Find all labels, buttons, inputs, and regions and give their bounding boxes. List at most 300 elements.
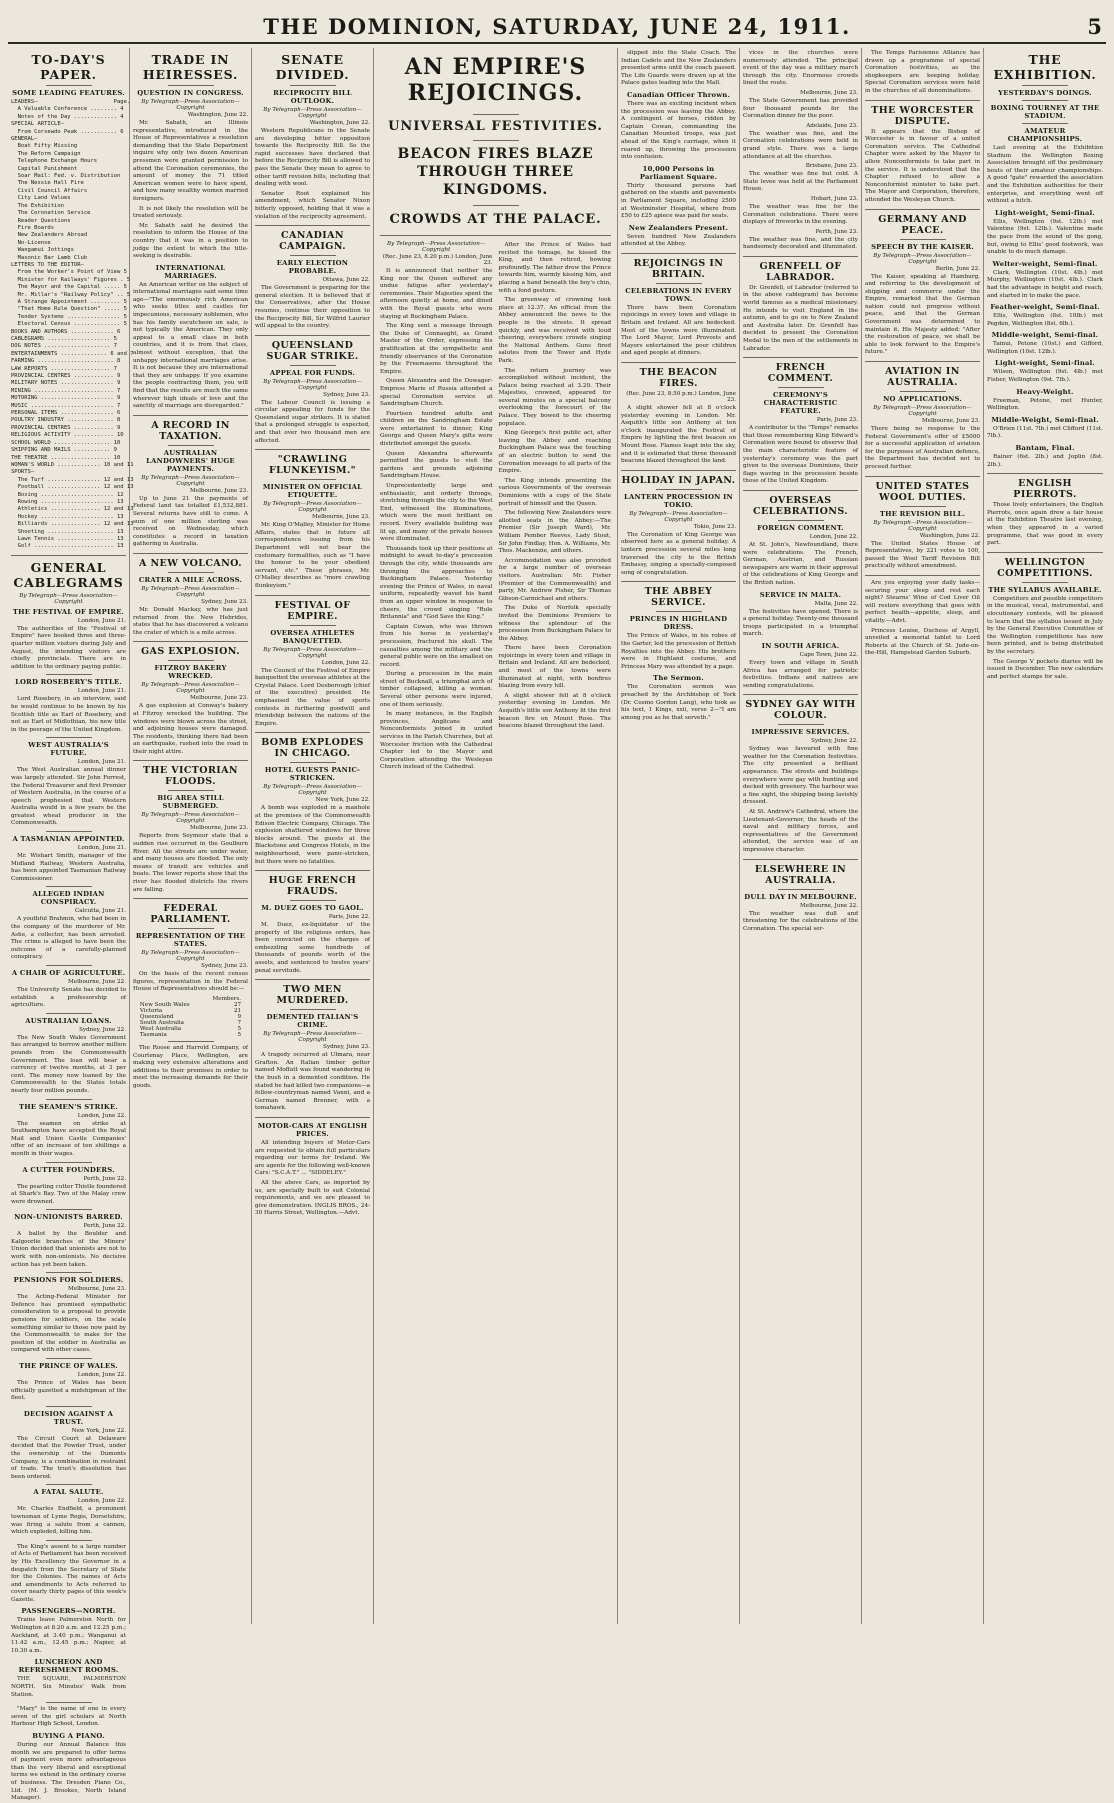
story-text: Western Republicans in the Senate are developing bitter opposition towards the Reciprocity Bill. So the rapid successes have declared that before the Reciprocity Bill is allowed to pass the Senate they mean to agree to other tariff revision bills, including that dealing with wool. (255, 128, 370, 188)
state-members: 27 (233, 1002, 242, 1008)
dateline: Perth, June 22. (83, 1223, 126, 1230)
story-text: The Temps Parisienne Alliance has drawn up a programme of special Coronation festivities, as the shopkeepers are keeping holiday. Special Coronation services were held in the churches of all denominations. (865, 50, 980, 94)
story-heading: LUNCHEON AND REFRESHMENT ROOMS. (18, 1658, 119, 1675)
index-line: Fire Boards (11, 224, 55, 231)
story-subheading: NO APPLICATIONS. (883, 395, 962, 404)
dateline: Sydney, June 23. (323, 391, 370, 398)
index-line: FARMING ....................... 8 (11, 358, 121, 365)
dateline: Washington, June 22. (309, 120, 370, 126)
story-text: A bomb was exploded in a manhole at the premises of the Commonwealth Edison Electric Company, Chicago. The explosion shattered windows for three blocks around. The guests at the Blackstone and Congress Hotels, in the neighbourhood, were panic-stricken, but there were no fatalities. (255, 805, 370, 865)
story-subheading: CEREMONY'S CHARACTERISTIC FEATURE. (763, 391, 838, 416)
story-text: Mr. Wishart Smith, manager of the Midland Railway, Western Australia, has been appointed Tasmanian Railway Commissioner. (11, 853, 126, 882)
story-heading: A TASMANIAN APPOINTED. (12, 835, 125, 844)
index-line: GENERAL— (11, 136, 38, 143)
story-heading: TWO MEN MURDERED. (276, 984, 349, 1007)
column-grid (8, 48, 1106, 1802)
index-line: Golf ........................ 13 (11, 543, 124, 550)
story-text: A gas explosion at Conway's bakery at Fitzroy wrecked the building. The windows were blown across the street, and adjoining houses were damaged. The residents, thinking there had been an earthquake, rushed into the road in their night attire. (133, 703, 248, 755)
story-text: The University Senate has decided to establish a professorship of agriculture. (11, 987, 126, 1009)
lead-column-right (499, 240, 612, 774)
story-subheading: INTERNATIONAL MARRIAGES. (155, 263, 226, 280)
index-line: New Zealanders Abroad (11, 232, 88, 239)
index-line: SPECIAL ARTICLE— (11, 121, 64, 128)
dateline: New York, June 22. (71, 1427, 126, 1434)
index-line: PROVINCIAL CENTRES ............ 9 (11, 424, 121, 431)
story-text: Dr. Grenfell, of Labrador (referred to in the above cablegram) has become world famous as a medical missionary. He intends to visit England in the autumn, and to go on to New Zealand and Australia later. Dr. Grenfell has decided to present the Coronation Medal to the men of the settlements in Labrador. (743, 284, 858, 352)
story-heading: BUYING A PIANO. (32, 1732, 105, 1740)
story-text: The King intends presenting the various Governments of the overseas Dominions with a copy of the State portrait of himself and the Queen. (498, 477, 611, 507)
story-text: There have been Coronation rejoicings in every town and village in Britain and Ireland. All are bedecked. Most of the towns were illuminated. The Lord Mayor, Lord Provosts and Mayors entertained the poor children and aged people at dinners. (621, 304, 736, 357)
story-text: The Government is preparing for the general election. It is believed that if the Conservatives, after the House resumes, continue their opposition to the Reciprocity Bill, Sir Wilfrid Laurier will appeal to the country. (255, 285, 370, 330)
index-line: MOTORING ...................... 9 (11, 395, 121, 402)
byline: By Telegraph—Press Association—Copyright (141, 812, 240, 825)
story-text: The Circuit Court at Delaware decided that the Powder Trust, under the ownership of the Dumonts Company, is a combination in restraint of trade. The trust's dissolution has been ordered. (11, 1435, 126, 1480)
story-text: The weather was fine, and the city handsomely decorated and illuminated. (743, 236, 858, 251)
story-text: Mr. Sabath, an Illinois representative, introduced in the House of Representatives a resolution demanding that the State Department inquire why only two dozen American pressmen were granted permission to attend the Coronation ceremonies, the amount of money the 71 titled American women were to have spent, and how many wealthy women married foreigners. (133, 120, 248, 202)
story-text: King George's first public act, after leaving the Abbey and reaching Buckingham Palace was the touching of an electric button to send the Coronation message to all parts of the Empire. (498, 430, 611, 475)
masthead-title: THE DOMINION, SATURDAY, JUNE 24, 1911. (263, 14, 851, 39)
bout-text: Tainui, Petone (10st.) and Gifford, Wellington (10st. 12lb.). (987, 341, 1103, 355)
story-text: The Council of the Festival of Empire banquetted the overseas athletes at the Crystal Palace. Lord Desborough (chief of the executive) presided. He emphasised the value of sports contests in furthering goodwill and friendship between the nations of the Empire. (255, 667, 370, 727)
story-subheading: QUESTION IN CONGRESS. (137, 89, 244, 97)
story-text: The authorities of the "Festival of Empire" have booked three and three-quarter million visitors during July and August, the intending visitors are chiefly provincials. There are in addition to the ordinary paying public. (11, 625, 126, 670)
story-text: The Kaiser, speaking at Hamburg, and referring to the development of shipping and commerce under the Empire, remarked that the German nation could not progress without peace, and that the German Government was determined to maintain it. His Majesty added: "After the restoration of peace, we shall be able to look forward to the Empire's future." (865, 273, 980, 356)
story-heading: FESTIVAL OF EMPIRE. (274, 599, 351, 622)
story-subheading: THE SYLLABUS AVAILABLE. (988, 585, 1102, 594)
index-line: DOG NOTES .................... 7 (11, 343, 117, 350)
story-text: The Prince of Wales has been officially gazetted a midshipman of the fleet. (11, 1380, 126, 1402)
story-text: After the Prince of Wales had recited the homage, he kissed the King, and then retired, bowing profoundly. The father drew the Prince towards him, warmly kissing him, and placing a hand beneath the boy's chin, with a fond gesture. (498, 242, 611, 294)
index-line: THE THEATRE .................. 10 (11, 454, 121, 461)
index-line: Minister for Railways' Figures . 5 (11, 276, 131, 283)
index-line: LAW REPORTS .................. 7 (11, 365, 117, 372)
story-text: The weather was fine for the Coronation celebrations. There were displays of fireworks in the evening. (743, 203, 858, 226)
story-text: Every town and village in South Africa has arranged for patriotic festivities. Indians and natives are sending congratulations. (743, 659, 858, 689)
index-line: Capital Punishment (11, 165, 78, 172)
story-text: The pearling cutter Thistle foundered at Shark's Bay. Two of the Malay crew were drowned. (11, 1183, 126, 1205)
story-heading: PENSIONS FOR SOLDIERS. (13, 1276, 124, 1285)
story-text: Competitors and possible competitors in the musical, vocal, instrumental, and elocutionary contests, will be pleased to learn that the syllabus issued in July by the General Executive Committee of the Wellington competitions has now been printed, and is being distributed by the secretary. (987, 595, 1103, 655)
story-heading: A RECORD IN TAXATION. (151, 419, 230, 442)
story-subheading: M. DUEZ GOES TO GAOL. (261, 904, 364, 913)
story-heading: CANADIAN CAMPAIGN. (279, 230, 346, 253)
dateline: Melbourne, June 23. (312, 514, 370, 521)
story-text: Mr. Sabath said he desired the resolution to inform the House of the country that it was in a position to judge the extent to which the title-seeking is desirable. (133, 222, 248, 260)
story-heading: PASSENGERS—NORTH. (21, 1607, 116, 1616)
index-line: SHIPPING AND MAILS ........... 9 (11, 447, 117, 454)
story-subheading: IN SOUTH AFRICA. (761, 641, 840, 650)
dateline: Cape Town, June 22. (799, 651, 858, 658)
story-text: Reports from Seymour state that a sudden rise occurred in the Goulburn River. All the streets are under water, and many houses are flooded. The only means of transit are vehicles and boats. The lower reports show that the river has flooded districts the rivers are falling. (133, 833, 248, 893)
byline: By Telegraph—Press Association—Copyright (873, 405, 972, 418)
story-heading: THE SEAMEN'S STRIKE. (19, 1102, 118, 1111)
state-name: Queensland (139, 1014, 174, 1020)
dateline: Melbourne, June 23. (68, 1286, 126, 1293)
dateline: Melbourne, June 23. (190, 825, 248, 832)
dateline: Perth, June 23. (815, 228, 858, 235)
byline: By Telegraph—Press Association—Copyright (263, 1031, 362, 1044)
index-line: No-License (11, 239, 51, 246)
story-text: Fourteen hundred adults and children on the Sandringham Estate were entertained to dinner, King George and Queen Mary's gifts were distributed amongst the guests. (380, 410, 493, 448)
story-text: Unprecedentedly large and enthusiastic, and orderly throngs, stretching through the city to the West End, witnessed the illuminations, which were the most brilliant on record. Every available building was lit up, and many of the private houses were illuminated. (380, 483, 493, 543)
state-name: Tasmania (139, 1032, 167, 1038)
bout-text: Rainer (6st. 2lb.) and Joplin (8st. 2lb.). (987, 454, 1103, 468)
story-text: A youthful Brahmin, who had been in the company of the murderer of Mr. Ashe, a collector, has been arrested. The crime is alleged to have been the outcome of a carefully-planned conspiracy. (11, 916, 126, 961)
bout-text: Wilson, Wellington (9st. 4lb.) met Fisher, Wellington (9st. 7lb.). (987, 369, 1103, 384)
story-text: The weather was dull and threatening for the celebrations of the Coronation. The special ser- (743, 910, 858, 932)
lead-headline: AN EMPIRE'S REJOICINGS. (404, 54, 587, 106)
index-line: SCHOOL WORLD ................. 10 (11, 439, 121, 446)
bout-text: Clark, Wellington (10st. 4lb.) met Murphy, Wellington (10st. 4lb.). Clark had the advantage in height and reach, and started in to make the pace. (987, 269, 1103, 299)
index-line: From Corsewdo Peak ........... 6 (11, 128, 124, 135)
dateline: Sydney, June 22. (79, 1026, 126, 1033)
story-heading: ELSEWHERE IN AUSTRALIA. (754, 863, 847, 886)
column-9 (984, 48, 1106, 1624)
ad-text: Are you enjoying your daily tasks—securing your sleep and rest each night? Stearns' Wine of Cod Liver Oil will restore everything that goes with perfect health—appetite, sleep, and vitality.—Advt. (865, 579, 980, 624)
byline: By Telegraph—Press Association—Copyright (141, 585, 240, 598)
state-name: New South Wales (139, 1002, 190, 1008)
column-7 (740, 48, 862, 1624)
story-text: A ballot by the Boulder and Kalgoorlie branches of the Miners' Union decided that unionists are not to work with non-unionists. No decisive action has yet been taken. (11, 1231, 126, 1268)
dateline: London, June 22. (809, 533, 858, 540)
dateline: Melbourne, June 23. (190, 487, 248, 494)
index-line: Wangamui Jottings (11, 247, 74, 254)
story-heading: THE EXHIBITION. (993, 52, 1097, 82)
story-heading: SYDNEY GAY WITH COLOUR. (745, 699, 856, 722)
index-line: The Turf ................ 12 and 13 (11, 476, 134, 483)
story-text: There being no response to the Federal Government's offer of £5000 for a successful application of aviation for the purposes of Australian defence, the Department has decided not to proceed further. (865, 426, 980, 470)
dateline: Paris, June 23. (816, 417, 858, 424)
story-subheading: New Zealanders Present. (628, 223, 729, 232)
bout-text: O'Brien (11st. 7lb.) met Clifford (11st. 7lb.). (987, 425, 1103, 440)
index-line: "That Home Rule Question" ..... 5 (11, 306, 127, 313)
story-text: The United States House of Representatives, by 221 votes to 100, passed the Wool Tariff Revision Bill practically without amendment. (865, 540, 980, 570)
story-text: The Coronation of King George was observed here as a general holiday. A lantern procession several miles long traversed the city to the British Embassy, singing a specially-composed song of congratulation. (621, 531, 736, 576)
bout-text: Ellis, Wellington (8st. 10lb.) met Pegden, Wellington (8st. 6lb.). (987, 313, 1103, 327)
page-number: 5 (1087, 14, 1102, 39)
index-line: CABLEGRAMS ................... 5 (11, 336, 117, 342)
story-heading: WELLINGTON COMPETITIONS. (997, 556, 1093, 579)
story-text: It appears that the Bishop of Worcester is in favour of a united Coronation service. The Cathedral Chapter were asked by the Mayor to allow Nonconformists to take part in the service. It is understood that the Chapter refused to allow a Nonconformist minister to take part. The Mayor and Corporation, therefore, attended the Wesleyan Church. (865, 128, 980, 203)
byline: By Telegraph—Press Association—Copyright (141, 474, 240, 487)
table-row (140, 1032, 241, 1038)
story-text: The seamen on strike at Southampton have accepted the Royal Mail and Union Castle Companies' offer of an increase of ten shillings a month in their wages. (11, 1120, 126, 1157)
story-subheading: SPEECH BY THE KAISER. (871, 242, 974, 251)
story-heading: GAS EXPLOSION. (141, 646, 240, 658)
story-subheading: EARLY ELECTION PROBABLE. (276, 259, 349, 276)
story-heading: HUGE FRENCH FRAUDS. (268, 875, 357, 898)
index-line: Billiards ............... 12 and 13 (11, 521, 134, 528)
story-subheading: BOXING TOURNEY AT THE STADIUM. (990, 104, 1100, 120)
bout-heading: Feather-weight, Semi-final. (990, 303, 1100, 312)
story-subheading: FITZROY BAKERY WRECKED. (154, 664, 227, 681)
story-text: The King sent a message through the Duke of Connaught, as Grand Master of the Order, expressing his gratification at the sympathetic and friendly observance of the Coronation by the Freemasons throughout the Empire. (380, 323, 493, 375)
index-line: Football ................ 12 and 13 (11, 484, 134, 491)
story-subheading: SERVICE IN MALTA. (759, 590, 842, 599)
story-subheading: MINISTER ON OFFICIAL ETIQUETTE. (262, 483, 363, 500)
story-text: The Labour Council is issuing a circular appealing for funds for the Queensland sugar strikers. It is stated that a prolonged struggle is expected, and that over two thousand men are affected. (255, 399, 370, 444)
story-text: The weather was fine, and the Coronation celebrations were held in grand style. There was a large attendance at all the churches. (743, 130, 858, 160)
story-subheading: BIG AREA STILL SUBMERGED. (157, 794, 224, 811)
story-text: Mr. Charles Endfield, a prominent townsman of Lyme Regis, Dorsetshire, was firing a salute from a cannon, which exploded, killing him. (11, 1506, 126, 1536)
story-heading: A FATAL SALUTE. (33, 1488, 104, 1497)
story-text: Accommodation was also provided for a large number of overseas visitors. Australian: Mr. Fisher (Premier of the Commonwealth) and party, Mr. Andrew Fisher, Sir Thomas Gibson-Carmichael and others. (498, 557, 611, 602)
byline: By Telegraph—Press Association—Copyright (387, 241, 486, 253)
column-8 (862, 48, 984, 1624)
story-subheading: YESTERDAY'S DOINGS. (998, 89, 1092, 97)
index-line: The Coronation Service (11, 210, 91, 217)
story-subheading: AMATEUR CHAMPIONSHIPS. (1007, 127, 1083, 143)
story-text: The George V pockets diaries will be issued in December. The new calendars and perfect stamps for sale. (987, 658, 1103, 680)
bout-heading: Welter-weight, Semi-final. (992, 259, 1098, 268)
index-line: LETTERS TO THE EDITOR— (11, 261, 84, 268)
story-text: On the basis of the recent census figures, representation in the Federal House of Representatives should be:— (133, 971, 248, 993)
story-heading: THE PRINCE OF WALES. (19, 1362, 118, 1370)
story-text: The New South Wales Government has arranged to borrow another million pounds from the Commonwealth Government. The loan will bear a currency of twelve months, at 3 per cent. The money now loaned by the Commonwealth to the States totals nearly four million pounds. (11, 1034, 126, 1094)
index-line: PERSONAL ITEMS ................ 6 (11, 410, 121, 417)
story-text: Princess Louise, Duchess of Argyll, unveiled a memorial tablet to Lord Roberts at the Church of St. Jude-on-the-Hill, Hampstead Garden Suburb. (865, 627, 980, 657)
story-heading: BOMB EXPLODES IN CHICAGO. (261, 737, 364, 760)
byline: By Telegraph—Press Association—Copyright (263, 378, 362, 391)
index-line: Reader Questions (11, 217, 71, 224)
dateline: London, June 22. (77, 1112, 126, 1119)
story-heading: THE BEACON FIRES. (639, 367, 718, 390)
story-subheading: RECIPROCITY BILL OUTLOOK. (273, 89, 352, 105)
dateline: Malta, June 22. (814, 600, 858, 607)
story-text: A tragedy occurred at Ulmara, near Grafton. An Italian timber getter named Moffatt was found wandering in the bush in a demented condition. He stated he had killed two companions—a fellow-countryman named Vanni, and a German named Brenner, with a tomahawk. (255, 1052, 370, 1112)
story-heading: FEDERAL PARLIAMENT. (150, 903, 231, 926)
index-line: The Exhibition (11, 202, 64, 209)
story-text: The Duke of Norfolk specially invited the Dominions Premiers to witness the splendour of the procession from Buckingham Palace to the Abbey. (498, 605, 611, 642)
story-text: A slight shower fell at 8 o'clock yesterday evening in London. Mr. Asquith's little son Anthony lit the first beacon fire on Mount Rose. The beacons blazed throughout the land. (498, 692, 611, 730)
story-text: The State Government has provided four thousand pounds for the Coronation dinner for the poor. (743, 97, 858, 120)
dateline: Brisbane, June 23. (805, 163, 858, 170)
bout-text: Ellis, Wellington (9st. 12lb.) met Valentine (9st. 12lb.). Valentine made the pace from the sound of the gong, but, owing to Ellis' good footwork, was unable to do much damage. (987, 218, 1103, 256)
story-text: The weather was fine but cold. A State levee was held at the Parliament House. (743, 171, 858, 193)
index-line: Soar Mail: Fed. v. Distribution (11, 173, 121, 180)
leading-features-heading: SOME LEADING FEATURES. (12, 89, 125, 97)
story-heading: ALLEGED INDIAN CONSPIRACY. (32, 890, 105, 907)
story-text: The Acting-Federal Minister for Defence has promised sympathetic consideration to a proposal to provide pensions for soldiers, on the scale something similar to those now paid by the Commonwealth to make for the position of the soldier in Australia as compared with other cases. (11, 1294, 126, 1354)
story-text: Lord Rosebery, in an interview, said he would continue to be known by his Scottish title as Earl of Rosebery, and not as Earl of Midlothian, his new title in the peerage of the United Kingdom. (11, 696, 126, 733)
index-line: The Reform Campaign (11, 150, 81, 157)
index-line: PROVINCIAL CENTRES ............ 9 (11, 373, 121, 380)
story-heading: A NEW VOLCANO. (139, 557, 242, 569)
dateline: Paris, June 22. (328, 914, 370, 921)
story-subheading: LANTERN PROCESSION IN TOKIO. (624, 492, 733, 509)
index-line: City Land Values (11, 195, 71, 202)
bout-heading: Middle-weight, Semi-final. (991, 331, 1099, 340)
state-members: 5 (237, 1026, 242, 1032)
bout-text: Freeman, Petone, met Hunter, Wellington. (987, 397, 1103, 412)
story-text: Captain Cowan, who was thrown from his horse in yesterday's procession, fractured his skull. The casualties among the military and the general public were on the smallest on record. (380, 623, 493, 668)
story-text: The festivities have opened. There is a general holiday. Twenty-one thousand troops participated in a triumphal march. (743, 608, 858, 638)
index-line: Rowing ...................... 13 (11, 498, 124, 505)
story-text: The return journey was accomplished without incident, the Palace being reached at 3.20. Their Majesties, crowned, appeared for several minutes on a special balcony overlooking the forecourt of the Palace. They bowed to the cheering populace. (498, 367, 611, 427)
byline: By Telegraph—Press Association—Copyright (263, 784, 362, 797)
story-text: Thirty thousand persons had gathered on the stands and pavements in Parliament Square, including 2500 at Westminster Hospital, where from £50 to £25 apiece was paid for seats. (621, 182, 736, 220)
story-subheading: HOTEL GUESTS PANIC-STRICKEN. (264, 766, 361, 783)
story-text: During our Annual Balance this month we are prepared to offer terms of payment even more advantageous than the very liberal and exceptional terms we extend in the ordinary course of business. The Dresden Piano Co., Ltd. (M. J. Brookes, North Island Manager). (11, 1742, 126, 1802)
dateline: London, June 22. (321, 659, 370, 666)
story-heading: FRENCH COMMENT. (767, 362, 834, 385)
byline: By Telegraph—Press Association—Copyright (263, 107, 362, 119)
dateline: Sydney, June 22. (811, 738, 858, 745)
index-line: Masonic Bar Lamb Club (11, 254, 88, 261)
index-line: Boxing ...................... 12 (11, 491, 124, 498)
byline: By Telegraph—Press Association—Copyright (141, 99, 240, 111)
column-2 (130, 48, 252, 1624)
lead-subheading: BEACON FIRES BLAZE THROUGH THREE KINGDOMS. (397, 146, 594, 198)
index-line: A Valuable Conference ........ 4 (11, 106, 124, 113)
lead-story (374, 48, 618, 1624)
dateline: Melbourne, June 23. (800, 89, 858, 96)
dateline: Washington, June 22. (187, 112, 248, 118)
state-name: Victoria (139, 1008, 163, 1014)
byline: By Telegraph—Press Association—Copyright (629, 510, 728, 523)
dateline: Calcutta, June 21. (75, 908, 126, 915)
story-text: THE SQUARE, PALMERSTON NORTH. Six Minutes' Walk from Station. (11, 1676, 126, 1698)
story-heading: THE FESTIVAL OF EMPIRE. (12, 607, 125, 616)
story-subheading: PRINCES IN HIGHLAND DRESS. (629, 615, 728, 632)
story-text: At St. John's, Newfoundland, there were celebrations. The French, German, Austrian, and Russian newspapers are warm in their approval of the celebrations of King George and the British nation. (743, 541, 858, 586)
story-heading: SENATE DIVIDED. (275, 52, 350, 82)
index-line: LEADERS— Page. (11, 99, 131, 105)
dateline: London, June 21. (77, 688, 126, 695)
index-line: Electoral Census .............. 5 (11, 321, 127, 328)
index-line: Lawn Tennis ................. 13 (11, 535, 124, 542)
story-heading: OVERSEAS CELEBRATIONS. (753, 494, 848, 517)
column-6 (618, 48, 740, 1624)
index-line: Telephone Exchange Hours (11, 158, 98, 165)
dateline: London, June 21. (77, 845, 126, 852)
story-subheading: FOREIGN COMMENT. (757, 523, 844, 532)
index-line: Notes of the Day ............. 4 (11, 113, 124, 120)
story-text: Seven hundred New Zealanders attended at the Abbey. (621, 233, 736, 248)
dateline: London, June 21. (77, 759, 126, 766)
story-text: In many instances, in the English provinces, Anglicans and Nonconformists joined in united services in the Parish Churches, but at Worcester friction with the Cathedral Chapter led to the Mayor and Corporation attending the Wesleyan Church instead of the Cathedral. (380, 711, 493, 771)
story-text: The following New Zealanders were allotted seats in the Abbey:—The Premier (Sir Joseph Ward), Mr. William Pember Reeves, Lady Stout, Sir John Findlay, Hon. A. Williams, Mr. Thos. Mackenzie, and others. (498, 510, 611, 555)
story-subheading: CRATER A MILE ACROSS. (138, 575, 243, 584)
dateline: Hobart, June 23. (810, 195, 858, 202)
bout-heading: Light-weight, Semi-final. (995, 359, 1095, 368)
index-line: BOOKS AND AUTHORS ............. 6 (11, 328, 121, 335)
story-heading: A CHAIR OF AGRICULTURE. (11, 969, 126, 977)
story-text: The Coronation sermon was preached by the Archbishop of York (Dr. Cosmo Gordon Lang), who took as his text, 1 Kings, xxii, verse 2—"I am among you as he that serveth." (621, 684, 736, 721)
byline: By Telegraph—Press Association—Copyright (263, 646, 362, 659)
byline: By Telegraph—Press Association—Copyright (141, 682, 240, 695)
story-text: It is not likely the resolution will be treated seriously. (133, 205, 248, 220)
index-line: MINING ........................ 7 (11, 387, 121, 394)
story-heading: THE VICTORIAN FLOODS. (143, 765, 238, 788)
index-line: RELIGIOUS ACTIVITY ............ 10 (11, 432, 124, 439)
story-heading: AVIATION IN AUSTRALIA. (885, 366, 960, 389)
state-name: West Australia (139, 1026, 182, 1032)
story-text: A slight shower fell at 8 o'clock yesterday evening in London. Mr. Asquith's little son Anthony at ten o'clock inaugurated the Festival of Empire by lighting the first beacon on Mount Rose. Flames leapt into the sky, and it is estimated that three thousand beacons blazed throughout the land. (621, 405, 736, 465)
story-subheading: 10,000 Persons in Parliament Square. (639, 164, 718, 181)
story-text: Queen Alexandra and the Dowager-Empress Marie of Russia attended a special Coronation service at Sandringham Church. (380, 378, 493, 408)
story-heading: TRADE IN HEIRESSES. (142, 52, 239, 82)
ad-text: All the above Cars, as imported by us, are specially built to suit Colonial requirements, and we are pleased to give demonstration. INGLIS BROS., 24-30 Harris Street, Wellington.—Advt. (255, 1179, 370, 1217)
story-text: Senator Root explained his amendment, which Senator Nixon bitterly opposed, holding that it was a violation of the reciprocity agreement. (255, 190, 370, 220)
story-subheading: APPEAL FOR FUNDS. (269, 368, 356, 377)
dateline: Melbourne, June 22. (800, 902, 858, 909)
story-heading: DECISION AGAINST A TRUST. (23, 1409, 114, 1426)
story-subheading: AUSTRALIAN LANDOWNERS' HUGE PAYMENTS. (146, 448, 235, 473)
story-subheading: CELEBRATIONS IN EVERY TOWN. (625, 286, 732, 303)
story-text: The greenway of crowning took place at 12.37. An official from the Abbey announced the news to the people in the streets. It spread quickly, and was received with loud cheering, everywhere crowds singing the National Anthem. Guns fired salutes from the Tower and Hyde Park. (498, 297, 611, 364)
story-text: There have been Coronation rejoicings in every town and village in Britain and Ireland. All are bedecked, and most of the towns were illuminated at night, with bonfires blazing from every hill. (498, 645, 611, 690)
index-list (11, 99, 134, 551)
story-text: It is announced that neither the King nor the Queen suffered any undue fatigue after yesterday's ceremonies. Their Majesties spent the afternoon quietly at home, and dined with the Royal guests who were staying at Buckingham Palace. (380, 268, 493, 320)
dateline: London, June 22. (77, 1498, 126, 1505)
byline: By Telegraph—Press Association—Copyright (263, 501, 362, 514)
story-heading: NON-UNIONISTS BARRED. (14, 1213, 123, 1222)
ad-text: All intending buyers of Motor-Cars are requested to obtain full particulars regarding our terms for Ireland. We are agents for the following well-known Cars: "S.C.A.T." ... "SIDDELEY." (255, 1140, 370, 1177)
column-3 (252, 48, 374, 1624)
story-subheading: DEMENTED ITALIAN'S CRIME. (266, 1013, 359, 1030)
column-1 (8, 48, 134, 1802)
story-heading: THE WORCESTER DISPUTE. (871, 104, 974, 127)
index-line: SPORTS— (11, 469, 35, 476)
story-text: There was an exciting incident when the procession was leaving the Abbey. A contingent of horses, ridden by Captain Cowan, commanding the Canadian Mounted troops, was just ahead of the King's carriage, when it reared up, throwing the procession into confusion. (621, 100, 736, 161)
index-line: The Mayor and the Capital ..... 5 (11, 284, 127, 291)
index-line: A Strange Appointment ......... 5 (11, 298, 127, 305)
dateline: Sydney, June 23. (323, 1044, 370, 1051)
dateline: Tokio, June 23. (693, 523, 736, 530)
byline: By Telegraph—Press Association—Copyright (141, 950, 240, 963)
story-heading: UNITED STATES WOOL DUTIES. (875, 480, 970, 503)
byline: By Telegraph—Press Association—Copyright (873, 519, 972, 532)
story-text: Up to June 21 the payments of Federal land tax totalled £1,532,881. Several returns have still to come. A sum of one million sterling was received on Wednesday, which constitutes a record in taxation gathering in Australia. (133, 495, 248, 548)
index-line: POULTRY INDUSTRY .............. 8 (11, 417, 121, 424)
index-line: From the Worker's Point of View 5 (11, 269, 127, 276)
index-line: The Nessie Hall Fire (11, 180, 84, 187)
story-subheading: THE REVISION BILL. (879, 509, 966, 518)
story-text: Queen Alexandra afterwards permitted the guests to visit the gardens and grounds adjoining Sandringham House. (380, 450, 493, 480)
story-text: Sydney was favoured with fine weather for the Coronation festivities. The city presented a brilliant appearance. The streets and buildings everywhere were gay with bunting and decked with greenery. The harbour was a fine sight, the shipping being lavishly dressed. (743, 746, 858, 806)
dateline: Berlin, June 22. (935, 265, 980, 272)
story-text: vices in the churches were numerously attended. The principal event of the day was a military march through the city. Enormous crowds lined the route. (743, 50, 858, 87)
index-line: Boat Fifty Missing (11, 143, 78, 150)
story-subheading: DULL DAY IN MELBOURNE. (744, 892, 857, 901)
story-heading: WEST AUSTRALIA'S FUTURE. (28, 741, 109, 758)
story-text: During a procession in the main street of Bucknall, a triumphal arch of timber collapsed, killing a woman. Several other persons were injured, one of them seriously. (380, 671, 493, 708)
state-members: 21 (233, 1008, 242, 1014)
story-heading: ENGLISH PIERROTS. (1013, 478, 1077, 501)
index-line: MILITARY NOTES ................ 9 (11, 380, 121, 387)
todays-paper-heading: TO-DAY'S PAPER. (31, 52, 106, 82)
bout-heading: Bantam, Final. (1015, 444, 1075, 453)
story-text: A contributor to the "Temps" remarks that those remembering King Edward's Coronation were bound to observe that the main characteristic feature of yesterday's ceremony was the part given to the overseas Dominions, their flags waving in the procession beside those of the United Kingdom. (743, 425, 858, 485)
dateline: Melbourne, June 23. (190, 695, 248, 702)
story-subheading: The Sermon. (653, 674, 704, 683)
story-text: M. Duez, ex-liquidator of the property of the religious orders, has been convicted on the charges of embezzling some hundreds of thousands of pounds worth of the assets, and sentenced to twelve years' penal servitude. (255, 922, 370, 974)
index-line: Civil Council Affairs (11, 187, 88, 194)
dateline: (Rec. June 23, 8.20 p.m.) London, June 23. (382, 254, 493, 266)
dateline: Adelaide, June 23. (806, 122, 858, 129)
index-line: Athletics ............... 12 and 13 (11, 506, 134, 513)
bout-heading: Middle-Weight, Semi-final. (991, 415, 1099, 424)
bout-heading: Light-weight, Semi-final. (995, 208, 1095, 217)
index-line: Shooting .................... 13 (11, 528, 124, 535)
story-text: An American writer on the subject of international marriages said some time ago—"The enormously rich American who seeks titles and castles for impecunious, necessary noblemen, who has his family escutcheon on sale, is not typically the American. They only appeal to a small class in both countries, and it is from that class, almost without exception, that the unhappy international marriages arise. It is not because they are international that they are unhappy. If you examine the people contracting them, you will find that the results are much the same wherever high ideals of love and the sanctity of marriage are disregarded." (133, 281, 248, 410)
dateline: Melbourne, June 23. (922, 418, 980, 425)
state-name: South Australia (139, 1020, 185, 1026)
byline: By Telegraph—Press Association—Copyright (19, 592, 118, 605)
dateline: Melbourne, June 22. (68, 979, 126, 985)
states-table (140, 996, 241, 1038)
